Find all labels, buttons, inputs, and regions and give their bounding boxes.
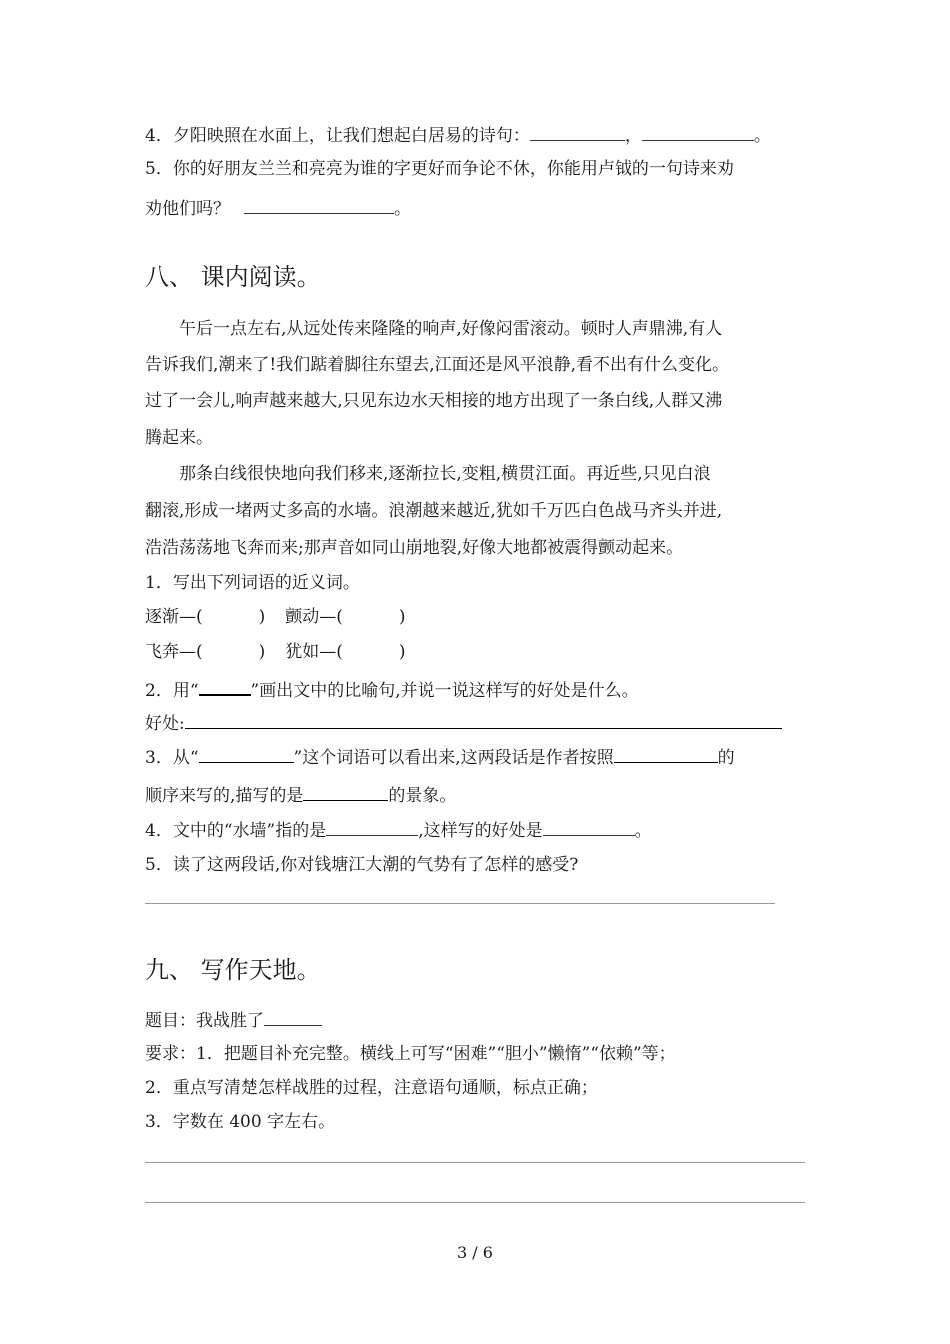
question-7-5-line2: 劝他们吗？ 。 <box>145 196 411 220</box>
passage-line: 午后一点左右,从远处传来隆隆的响声,好像闷雷滚动。顿时人声鼎沸,有人 <box>145 319 723 339</box>
question-8-2: 2．用“ ”画出文中的比喻句,并说一说这样写的好处是什么。 <box>145 677 639 702</box>
answer-blank[interactable] <box>303 783 388 801</box>
answer-blank[interactable] <box>543 818 635 836</box>
question-8-1: 1．写出下列词语的近义词。 <box>145 573 360 593</box>
answer-blank[interactable] <box>244 196 394 214</box>
writing-line[interactable] <box>145 1162 805 1163</box>
requirement-1: 要求：1．把题目补充完整。横线上可写“困难”“胆小”懒惰”“依赖”等； <box>145 1044 676 1064</box>
answer-blank[interactable] <box>614 745 718 763</box>
section-8-heading: 八、 课内阅读。 <box>145 263 321 291</box>
benefit-line: 好处: <box>145 711 782 735</box>
section-9-heading: 九、 写作天地。 <box>145 956 321 984</box>
writing-line[interactable] <box>145 1202 805 1203</box>
question-8-3-line2: 顺序来写的,描写的是 的景象。 <box>145 783 456 807</box>
passage-line: 腾起来。 <box>145 428 213 448</box>
question-7-5-line1: 5．你的好朋友兰兰和亮亮为谁的字更好而争论不休，你能用卢钺的一句诗来劝 <box>145 159 734 179</box>
answer-blank[interactable] <box>185 711 782 729</box>
answer-line[interactable] <box>145 903 775 904</box>
passage-line: 翻滚,形成一堵两丈多高的水墙。浪潮越来越近,犹如千万匹白色战马齐头并进, <box>145 501 723 521</box>
requirement-2: 2．重点写清楚怎样战胜的过程，注意语句通顺，标点正确； <box>145 1078 598 1098</box>
passage-line: 过了一会儿,响声越来越大,只见东边水天相接的地方出现了一条白线,人群又沸 <box>145 391 723 411</box>
question-8-5: 5．读了这两段话,你对钱塘江大潮的气势有了怎样的感受? <box>145 855 579 875</box>
passage-line: 浩浩荡荡地飞奔而来;那声音如同山崩地裂,好像大地都被震得颤动起来。 <box>145 538 684 558</box>
answer-blank[interactable] <box>326 818 418 836</box>
answer-blank[interactable] <box>199 745 294 763</box>
title-blank[interactable] <box>264 1008 322 1026</box>
question-8-4: 4．文中的“水墙”指的是 ,这样写的好处是 。 <box>145 818 652 842</box>
passage-line: 告诉我们,潮来了!我们踮着脚往东望去,江面还是风平浪静,看不出有什么变化。 <box>145 355 730 375</box>
synonym-row-1: 逐渐—( ) 颤动—( ) <box>145 607 406 627</box>
passage-line: 那条白线很快地向我们移来,逐渐拉长,变粗,横贯江面。再近些,只见白浪 <box>145 464 711 484</box>
question-7-4: 4．夕阳映照在水面上，让我们想起白居易的诗句： ， 。 <box>145 123 771 147</box>
question-8-3-line1: 3．从“ ”这个词语可以看出来,这两段话是作者按照 的 <box>145 745 735 769</box>
underline-sample <box>199 677 251 696</box>
essay-title-line: 题目：我战胜了 <box>145 1008 322 1032</box>
synonym-row-2: 飞奔—( ) 犹如—( ) <box>145 642 406 662</box>
answer-blank[interactable] <box>642 123 754 141</box>
page-number: 3 / 6 <box>457 1243 493 1262</box>
answer-blank[interactable] <box>530 123 625 141</box>
requirement-3: 3．字数在 400 字左右。 <box>145 1112 336 1132</box>
